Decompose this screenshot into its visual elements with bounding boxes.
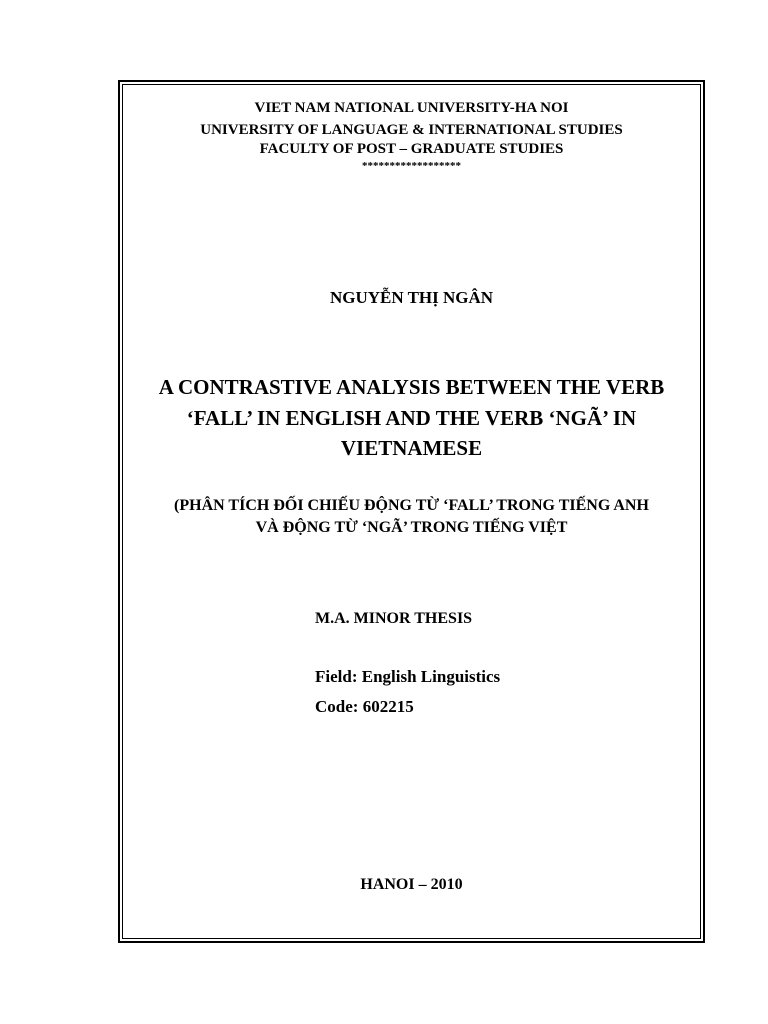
field-label: Field: English Linguistics	[315, 667, 501, 686]
vietnamese-title-line-1: (PHÂN TÍCH ĐỐI CHIẾU ĐỘNG TỪ ‘FALL’ TRONG TIẾNG ANH	[174, 497, 649, 514]
thesis-type: M.A. MINOR THESIS	[315, 610, 473, 627]
school-name: UNIVERSITY OF LANGUAGE & INTERNATIONAL STUDIES	[200, 122, 623, 138]
separator-stars: ******************	[362, 160, 461, 172]
code-label: Code: 602215	[315, 697, 414, 716]
author-name: NGUYỄN THỊ NGÂN	[329, 288, 494, 307]
vietnamese-title-line-2: VÀ ĐỘNG TỪ ‘NGÃ’ TRONG TIẾNG VIỆT	[255, 519, 568, 536]
place-year: HANOI – 2010	[360, 876, 463, 893]
faculty-name: FACULTY OF POST – GRADUATE STUDIES	[259, 141, 564, 157]
title-line-1: A CONTRASTIVE ANALYSIS BETWEEN THE VERB	[158, 375, 665, 399]
title-line-3: VIETNAMESE	[340, 436, 483, 460]
university-name: VIET NAM NATIONAL UNIVERSITY-HA NOI	[254, 100, 569, 116]
title-line-2: ‘FALL’ IN ENGLISH AND THE VERB ‘NGÃ’ IN	[186, 406, 637, 430]
